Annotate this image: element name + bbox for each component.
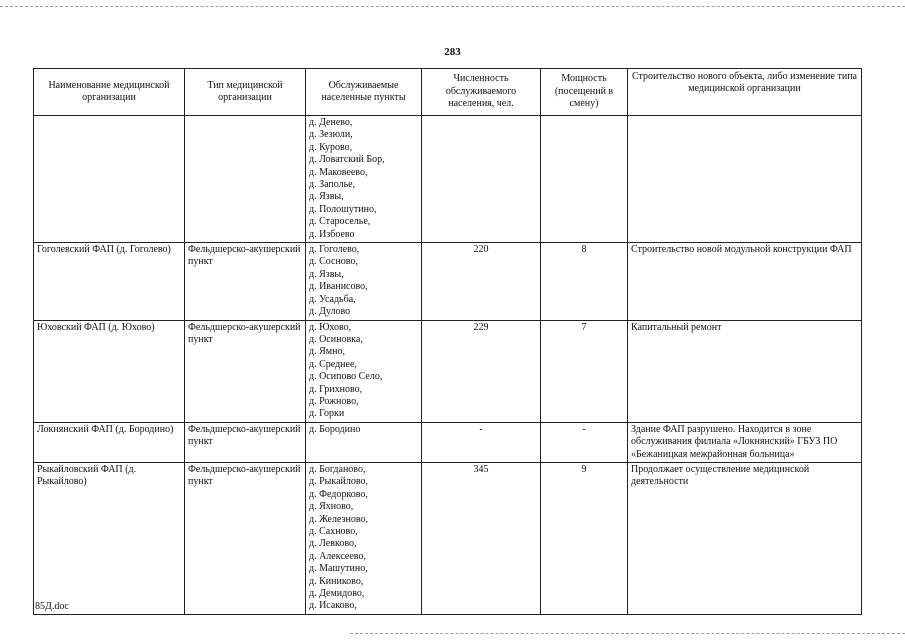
page-number: 283 (444, 46, 461, 58)
cell-population: 220 (422, 243, 541, 320)
settlement-item: д. Маковеево, (309, 166, 368, 178)
settlement-item: д. Алексеево, (309, 550, 366, 562)
settlement-item: д. Заполье, (309, 179, 356, 191)
settlement-item: д. Сахново, (309, 526, 358, 537)
cell-construction: Строительство новой модульной конструкции ФАП (628, 243, 862, 320)
cell-org-name: Юховский ФАП (д. Юхово) (34, 320, 185, 422)
cell-org-type: Фельдшерско-акушерский пункт (185, 462, 306, 614)
settlement-item: д. Денево, (309, 117, 353, 128)
cell-settlements (306, 462, 422, 614)
cell-org-type: Фельдшерско-акушерский пункт (185, 320, 306, 422)
settlement-item: д. Юхово, (309, 321, 352, 333)
settlement-item: д. Машутино, (309, 563, 368, 575)
table-row (34, 422, 862, 462)
settlement-item: д. Осиновка, (309, 333, 363, 345)
cell-settlements (306, 422, 422, 462)
table-row (34, 243, 862, 320)
cell-org-type: Фельдшерско-акушерский пункт (185, 422, 306, 462)
cell-org-type (185, 116, 306, 243)
settlement-item: д. Бородино (309, 423, 361, 435)
footer-filename: 85Д.doc (35, 601, 69, 612)
cell-construction: Здание ФАП разрушено. Находится в зоне обслуживания филиала «Локнянский» ГБУЗ ПО «Бежаницкая межрайонная больница» (628, 422, 862, 462)
table-header-row (34, 69, 862, 116)
settlement-item: д. Рожново, (309, 395, 359, 407)
settlement-item: д. Богданово, (309, 463, 366, 475)
header-org-name: Наименование медицинской организации (34, 69, 185, 116)
settlement-item: д. Горки (309, 408, 345, 420)
settlement-item: д. Демидово, (309, 588, 365, 600)
settlement-item: д. Среднее, (309, 358, 357, 370)
settlement-item: д. Грихново, (309, 383, 363, 395)
cell-settlements (306, 243, 422, 320)
cell-capacity (541, 116, 628, 243)
table-row (34, 116, 862, 243)
settlement-item: д. Гоголево, (309, 244, 360, 256)
cell-settlements (306, 116, 422, 243)
settlement-item: д. Иванисово, (309, 281, 368, 293)
scan-top-border (0, 6, 905, 7)
medical-organizations-table (33, 68, 862, 615)
settlement-item: д. Яхново, (309, 501, 354, 513)
settlement-item: д. Федорково, (309, 488, 368, 500)
cell-construction: Продолжает осуществление медицинской деятельности (628, 462, 862, 614)
settlement-item: д. Рыкайлово, (309, 476, 369, 488)
settlement-item: д. Железново, (309, 513, 368, 525)
settlement-item: д. Ямно, (309, 346, 345, 358)
cell-org-type: Фельдшерско-акушерский пункт (185, 243, 306, 320)
settlement-item: д. Сосново, (309, 256, 358, 268)
cell-capacity: - (541, 422, 628, 462)
cell-construction (628, 116, 862, 243)
table-row (34, 320, 862, 422)
settlement-item: д. Полошутино, (309, 203, 377, 215)
table-row (34, 462, 862, 614)
cell-org-name: Локнянский ФАП (д. Бородино) (34, 422, 185, 462)
cell-construction: Капитальный ремонт (628, 320, 862, 422)
header-population: Численность обслуживаемого населения, чел. (422, 69, 541, 116)
settlement-item: д. Киниково, (309, 575, 364, 587)
cell-population: 229 (422, 320, 541, 422)
cell-population: 345 (422, 462, 541, 614)
settlement-item: д. Усадьба, (309, 293, 356, 305)
cell-org-name: Гоголевский ФАП (д. Гоголево) (34, 243, 185, 320)
cell-capacity: 9 (541, 462, 628, 614)
settlement-item: д. Язвы, (309, 191, 344, 203)
settlement-item: д. Левково, (309, 538, 357, 550)
settlement-item: д. Избоево (309, 228, 355, 240)
cell-capacity: 8 (541, 243, 628, 320)
scan-bottom-border (350, 633, 905, 634)
cell-org-name: Рыкайловский ФАП (д. Рыкайлово) (34, 462, 185, 614)
header-served-settlements: Обслуживаемые населенные пункты (306, 69, 422, 116)
cell-population (422, 116, 541, 243)
settlement-item: д. Курово, (309, 141, 353, 153)
settlement-item: д. Исаково, (309, 600, 357, 612)
settlement-item: д. Староселье, (309, 216, 371, 228)
header-capacity: Мощность (посещений в смену) (541, 69, 628, 116)
header-org-type: Тип медицинской организации (185, 69, 306, 116)
table-body (34, 116, 862, 615)
cell-capacity: 7 (541, 320, 628, 422)
cell-org-name (34, 116, 185, 243)
cell-population: - (422, 422, 541, 462)
cell-settlements (306, 320, 422, 422)
settlement-item: д. Дулово (309, 306, 351, 318)
settlement-item: д. Осипово Село, (309, 371, 383, 383)
settlement-item: д. Ловатский Бор, (309, 154, 385, 166)
settlement-item: д. Зезюли, (309, 129, 353, 141)
settlement-item: д. Язвы, (309, 268, 344, 280)
header-construction: Строительство нового объекта, либо изменение типа медицинской организации (628, 69, 862, 116)
